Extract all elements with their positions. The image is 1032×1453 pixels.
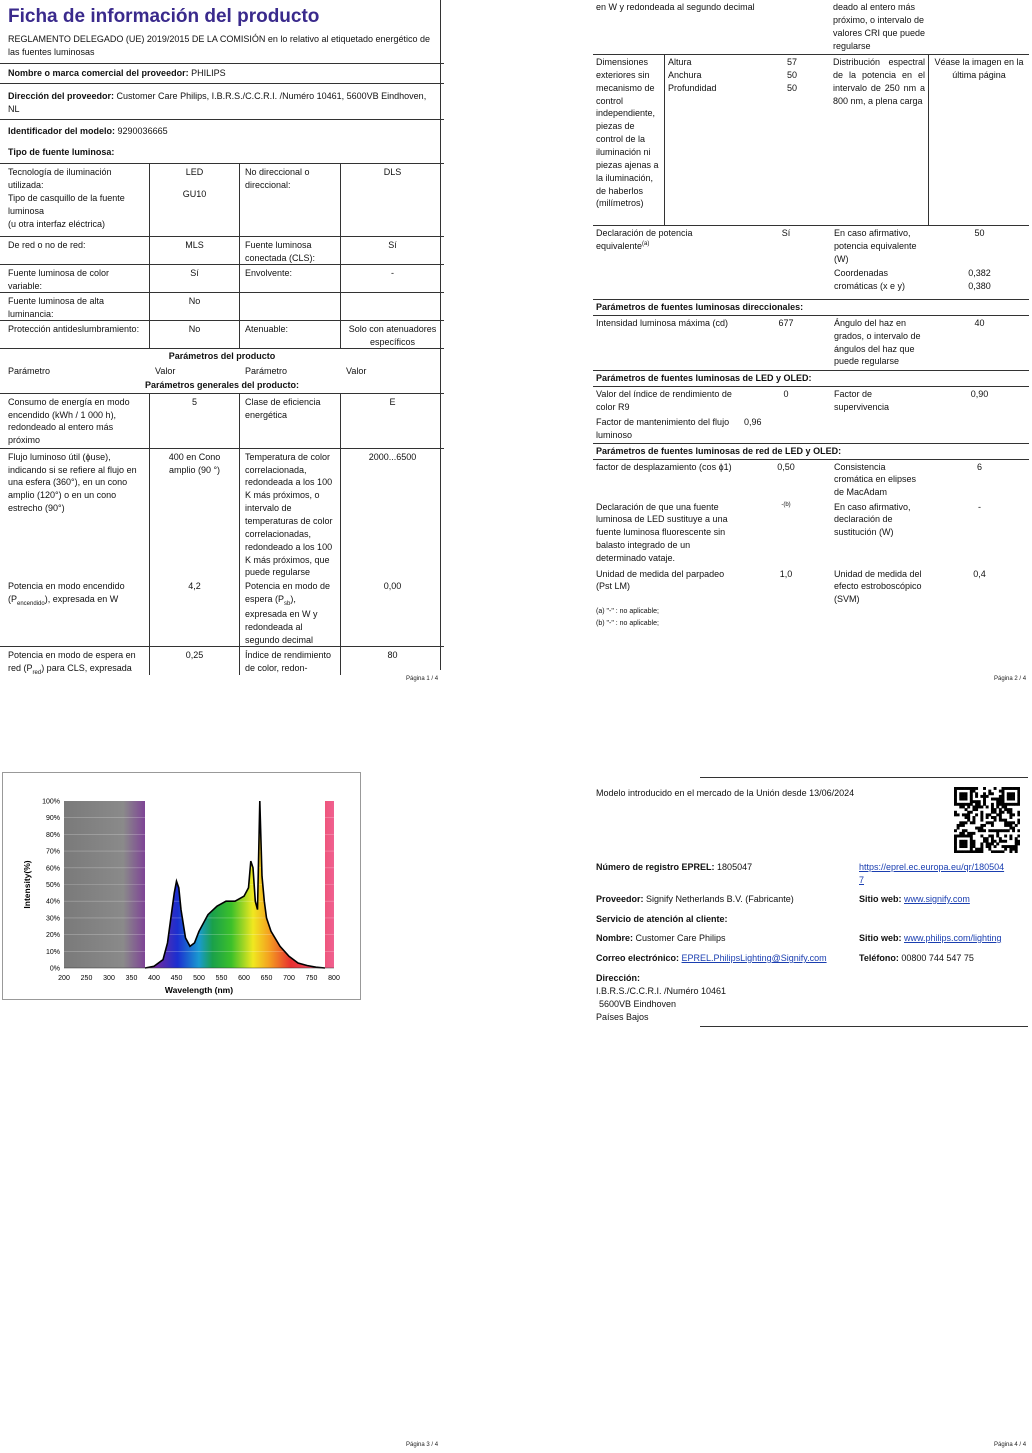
mains-led-params-title: Parámetros de fuentes luminosas de red de LED y OLED: — [596, 445, 842, 456]
x-axis-label: Wavelength (nm) — [164, 985, 234, 995]
cell: Ángulo del haz en grados, o intervalo de ángulos del haz que puede regularse — [834, 317, 921, 367]
cell: De red o no de red: — [0, 237, 150, 264]
cell: Véase la imagen en la última página — [934, 57, 1024, 80]
cell: Unidad de medida del efecto estroboscópico (SVM) — [834, 568, 922, 605]
cell: Sí — [388, 240, 397, 251]
table-row — [590, 266, 1032, 296]
led-params-title: Parámetros de fuentes luminosas de LED y OLED: — [596, 372, 812, 383]
cell: Tipo de casquillo de la fuente luminosa — [8, 192, 125, 216]
y-tick-label: 80% — [45, 831, 60, 839]
cell: Coordenadas cromáticas (x e y) — [834, 268, 906, 291]
cell — [0, 578, 150, 646]
page-number: Página 3 / 4 — [406, 1442, 439, 1448]
x-tick-label: 200 — [58, 975, 70, 982]
cell: DLS — [383, 167, 402, 178]
supplier-address-row — [0, 83, 444, 120]
header-cell: Valor — [155, 366, 176, 377]
x-tick-label: 250 — [80, 975, 93, 982]
model-row — [0, 119, 444, 141]
cell: Solo con atenuadores específicos — [348, 324, 437, 348]
cell: 0,4 — [973, 568, 986, 579]
website2-row — [859, 932, 1002, 945]
footnote-b: (b) "-" : no aplicable; — [596, 619, 659, 627]
website2-label: Sitio web: — [859, 933, 902, 943]
table-row — [0, 236, 444, 264]
cell: 40 — [974, 317, 985, 328]
cell: 6 — [976, 461, 982, 472]
cell: En caso afirmativo, potencia equivalente (W) — [834, 228, 917, 264]
y-tick-label: 60% — [45, 865, 60, 873]
cell — [593, 226, 741, 266]
table-row — [590, 387, 1032, 415]
cell: factor de desplazamiento (cos ϕ1) — [596, 461, 732, 472]
cell: 50 — [786, 69, 797, 80]
cell: 0,382 — [968, 268, 991, 278]
email-link[interactable]: EPREL.PhilipsLighting@Signify.com — [681, 953, 827, 963]
address-block — [596, 972, 726, 1023]
cell: 0,90 — [970, 388, 989, 399]
cell-text: ), expresada en W y redondeada al segundo decimal — [245, 593, 318, 645]
website-row — [859, 893, 970, 906]
cell: No direccional o direccional: — [240, 164, 341, 236]
cell: No — [150, 321, 240, 348]
cell: Altura — [668, 57, 692, 67]
cell: 0,50 — [777, 461, 795, 472]
table-row — [590, 415, 1032, 443]
cell: (u otra interfaz eléctrica) — [8, 218, 106, 229]
cell: GU10 — [182, 189, 207, 200]
x-tick-label: 300 — [103, 975, 115, 982]
cell: 5 — [150, 394, 240, 448]
cell: 677 — [778, 317, 794, 328]
header-cell: Parámetro — [245, 366, 288, 377]
name-row — [596, 932, 726, 945]
website-label: Sitio web: — [859, 894, 902, 904]
x-tick-label: 700 — [283, 975, 295, 982]
table-row — [0, 264, 444, 292]
cell-sup: (a) — [642, 240, 650, 247]
phone-label: Teléfono: — [859, 953, 899, 963]
sheet-page-4 — [590, 727, 1032, 1453]
cell — [0, 647, 150, 675]
page-number: Página 1 / 4 — [406, 676, 439, 682]
cell-text: Potencia en modo de espera en red (P — [8, 649, 136, 673]
qr-code-icon — [954, 787, 1020, 853]
cell-sub: sb — [284, 600, 291, 607]
cell-text: ) para CLS, expresada — [41, 662, 132, 673]
cell: Valor del índice de rendimiento de color R9 — [596, 388, 732, 412]
eprel-number: 1805047 — [717, 862, 753, 872]
cell: 400 en Cono amplio (90 °) — [150, 449, 240, 578]
cell: Anchura — [668, 69, 702, 80]
phone-row — [859, 952, 974, 965]
cell: Fuente luminosa de color variable: — [0, 265, 150, 292]
dimensions-cell — [665, 55, 830, 225]
cell: 4,2 — [150, 578, 240, 646]
x-tick-label: 650 — [260, 975, 273, 982]
params-title: Parámetros del producto — [0, 348, 444, 364]
regulation-text: REGLAMENTO DELEGADO (UE) 2019/2015 DE LA COMISIÓN en lo relativo al etiquetado energético de las fuentes luminosas — [8, 34, 431, 58]
table-row — [590, 226, 1032, 266]
supplier-name-label: Nombre o marca comercial del proveedor: — [8, 67, 189, 78]
eprel-label: Número de registro EPREL: — [596, 862, 715, 872]
cell: 50 — [974, 228, 985, 238]
cell: - — [978, 501, 981, 512]
model-id: 9290036665 — [117, 126, 168, 137]
y-axis-label: Intensity(%) — [22, 860, 32, 909]
general-params-title: Parámetros generales del producto: — [144, 379, 300, 390]
sheet-page-2 — [590, 0, 1032, 690]
header-cell: Valor — [346, 366, 367, 377]
spectrum-chart — [3, 773, 360, 999]
cell: LED — [185, 167, 204, 178]
table-row — [0, 320, 444, 348]
cell: Consistencia cromática en elipses de MacAdam — [834, 461, 917, 498]
cell: 57 — [786, 57, 797, 67]
page-number: Página 2 / 4 — [994, 676, 1027, 682]
x-tick-label: 350 — [125, 975, 138, 982]
qr-code[interactable] — [954, 787, 1020, 853]
provider-row — [596, 893, 794, 906]
table-row — [590, 500, 1032, 567]
cell: Factor de supervivencia — [834, 388, 890, 412]
cell: 0 — [783, 388, 789, 399]
cell: Protección antideslumbramiento: — [0, 321, 150, 348]
cell: Factor de mantenimiento del flujo luminoso — [596, 416, 730, 440]
cell: deado al entero más próximo, o intervalo de valores CRI que puede regularse — [833, 2, 926, 51]
cell: Distribución espectral de la potencia en el intervalo de 250 nm a 800 nm, a plena carga — [830, 55, 929, 225]
table-row — [590, 460, 1032, 500]
cell: No — [150, 293, 240, 320]
cell: 0,00 — [383, 580, 402, 591]
model-label: Identificador del modelo: — [8, 126, 116, 137]
address-line: 5600VB Eindhoven — [599, 998, 677, 1009]
cell: Clase de eficiencia energética — [240, 394, 341, 448]
cell: Envolvente: — [240, 265, 341, 292]
y-tick-label: 20% — [45, 932, 60, 940]
cell: E — [389, 396, 396, 407]
cell: -(b) — [781, 501, 791, 508]
cell: Temperatura de color correlacionada, redondeada a los 100 K más próximos, o intervalo de temperaturas de color correlacionadas, redondeado a los 100 K más próximos, que puede regularse — [240, 449, 341, 578]
email-label: Correo electrónico: — [596, 953, 680, 963]
cell-text: ), expresada en W — [44, 593, 119, 604]
x-tick-label: 600 — [238, 975, 250, 982]
cell: Sí — [150, 265, 240, 292]
x-tick-label: 400 — [148, 975, 160, 982]
cell-text: Declaración de potencia equivalente — [596, 228, 693, 251]
table-row — [590, 0, 1032, 54]
cell: 0,380 — [968, 280, 991, 291]
x-tick-label: 450 — [170, 975, 183, 982]
y-tick-label: 90% — [45, 815, 60, 823]
market-intro: Modelo introducido en el mercado de la Unión desde 13/06/2024 — [596, 788, 855, 798]
table-row — [0, 578, 444, 646]
table-row — [0, 163, 444, 236]
directional-params-title: Parámetros de fuentes luminosas direccionales: — [596, 302, 804, 312]
cell-text: Potencia en modo de espera (P — [245, 580, 331, 604]
y-tick-label: 10% — [45, 948, 60, 956]
name-label: Nombre: — [596, 933, 634, 943]
cell: Consumo de energía en modo encendido (kWh / 1 000 h), redondeado al entero más próximo — [0, 394, 150, 448]
website2-link[interactable]: www.philips.com/lighting — [904, 933, 1002, 943]
phone-value: 00800 744 547 75 — [901, 953, 974, 963]
cell: 50 — [786, 82, 797, 93]
cell: Tecnología de iluminación utilizada: — [8, 167, 112, 191]
supplier-name: PHILIPS — [191, 67, 226, 78]
sheet-page-1 — [0, 0, 444, 690]
cell: Fuente luminosa conectada (CLS): — [240, 237, 341, 264]
cell: 80 — [387, 649, 398, 660]
provider-value: Signify Netherlands B.V. (Fabricante) — [646, 894, 794, 904]
cell: En caso afirmativo, declaración de sustitución (W) — [834, 501, 911, 538]
footnote-a: (a) "-" : no aplicable; — [596, 607, 659, 615]
address-label: Dirección: — [596, 973, 641, 983]
table-row — [0, 646, 444, 675]
y-tick-label: 70% — [45, 848, 60, 856]
table-row — [0, 448, 444, 578]
cell: Intensidad luminosa máxima (cd) — [596, 317, 729, 328]
cell: 0,25 — [150, 647, 240, 675]
spectrum-chart-frame — [2, 772, 361, 1000]
page-title: Ficha de información del producto — [8, 6, 320, 27]
address-line: I.B.R.S./C.C.R.I. /Numéro 10461 — [596, 985, 727, 996]
x-tick-label: 550 — [215, 975, 228, 982]
x-tick-label: 500 — [193, 975, 205, 982]
cell: - — [391, 268, 394, 279]
cell-sub: red — [32, 669, 42, 675]
cell: Dimensiones exteriores sin mecanismo de control independiente, piezas de control de la iluminación ni piezas ajenas a la iluminación, de haberlos (milímetros) — [593, 55, 665, 225]
sheet-page-3 — [0, 727, 444, 1453]
cell-sub: encendido — [17, 600, 45, 607]
address-line: Países Bajos — [596, 1011, 649, 1022]
email-row — [596, 952, 827, 965]
cell: 0,96 — [744, 416, 762, 427]
table-header — [0, 364, 444, 379]
table-row — [0, 393, 444, 448]
table-row — [590, 567, 1032, 607]
header-cell: Parámetro — [8, 366, 51, 377]
y-tick-label: 40% — [45, 898, 60, 906]
cell: Atenuable: — [240, 321, 341, 348]
table-row — [590, 55, 1032, 225]
cell: 1,0 — [779, 568, 793, 579]
supplier-address: Customer Care Philips, I.B.R.S./C.C.R.I. /Numéro 10461, 5600VB Eindhoven, NL — [8, 90, 427, 114]
source-type-label: Tipo de fuente luminosa: — [8, 147, 115, 158]
cell: Sí — [781, 228, 791, 238]
provider-label: Proveedor: — [596, 894, 644, 904]
table-row — [0, 292, 444, 320]
table-row — [590, 316, 1032, 370]
supplier-address-label: Dirección del proveedor: — [8, 90, 115, 101]
cell-text: Potencia en modo encendido (P — [8, 580, 125, 604]
cell: Unidad de medida del parpadeo (Pst LM) — [596, 568, 725, 592]
y-tick-label: 30% — [45, 915, 60, 923]
cell — [240, 578, 341, 646]
x-tick-label: 750 — [305, 975, 318, 982]
cell: Índice de rendimiento de color, redon- — [240, 647, 341, 675]
y-tick-label: 100% — [42, 798, 60, 806]
supplier-name-row — [0, 63, 444, 83]
cell: en W y redondeada al segundo decimal — [596, 2, 755, 12]
page-number: Página 4 / 4 — [994, 1442, 1027, 1448]
name-value: Customer Care Philips — [635, 933, 726, 943]
cell: MLS — [150, 237, 240, 264]
cell: Profundidad — [668, 82, 717, 93]
y-tick-label: 50% — [45, 882, 60, 889]
cell: Flujo luminoso útil (ϕuse), indicando si se refiere al flujo en una esfera (360°), en un cono amplio (120°) o en un cono estrecho (90°) — [0, 449, 150, 578]
eprel-row — [596, 861, 752, 874]
cell: Declaración de que una fuente luminosa de LED sustituye a una fuente luminosa fluorescente sin balasto integrado de un determinado vataje. — [596, 501, 728, 564]
website-link[interactable]: www.signify.com — [904, 894, 970, 904]
x-tick-label: 800 — [328, 975, 340, 982]
customer-service-label: Servicio de atención al cliente: — [596, 914, 728, 924]
eprel-link[interactable]: https://eprel.ec.europa.eu/qr/1805047 — [859, 862, 1005, 885]
cell: 2000...6500 — [368, 451, 417, 462]
cell: Fuente luminosa de alta luminancia: — [0, 293, 150, 320]
y-tick-label: 0% — [49, 965, 60, 973]
